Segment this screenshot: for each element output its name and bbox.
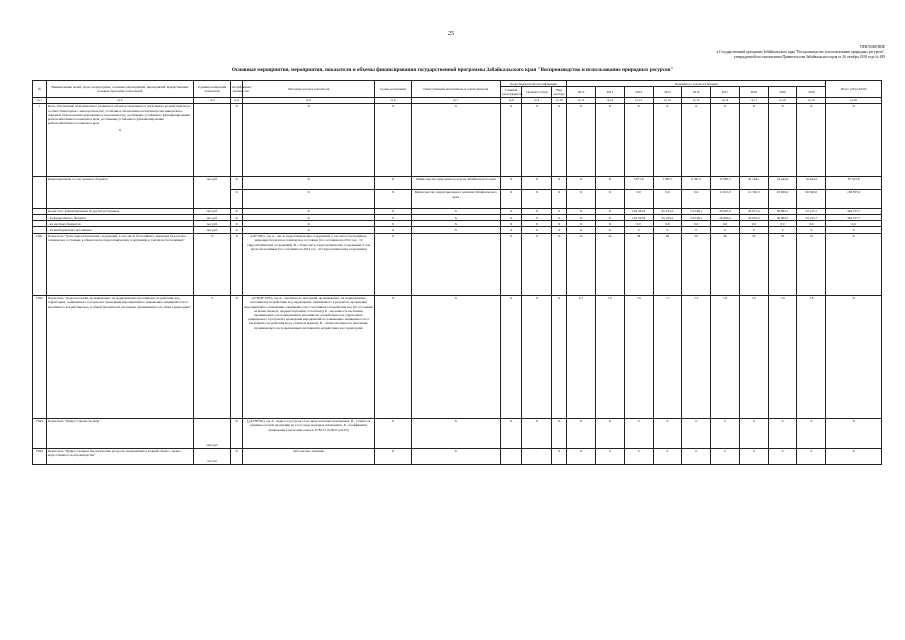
subfunding-code: Х xyxy=(522,221,552,227)
goal-deadline: Х xyxy=(375,103,411,176)
funding-value: 0,0 xyxy=(624,189,653,208)
funding-value: 11 085,5 xyxy=(711,176,740,189)
funding-value: 7 965,7 xyxy=(653,176,682,189)
subfunding-value: 0 xyxy=(624,227,653,233)
indicator-row xyxy=(33,233,882,295)
funding-value: 66 500,0 xyxy=(797,189,826,208)
indicator-value: 7,7 xyxy=(653,295,682,418)
subfunding-value: Х xyxy=(567,227,596,233)
subfunding-value: 0 xyxy=(768,227,797,233)
subfunding-method: Х xyxy=(243,208,375,214)
subfunding-responsible: Х xyxy=(411,208,501,214)
indicator-total: Х xyxy=(826,418,882,448)
subfunding-unit: тыс.руб. xyxy=(194,221,231,227)
indicator-name: Показатель "Прирост водных биологических ресурсов, выпущенных в водный объект с целью искусственного воспроизводства" xyxy=(46,448,193,464)
subfunding-code: Х xyxy=(501,221,522,227)
indicator-method: ∑(Ai*Bi*Ki), где А - прирост ресурсов i-того вида полезных ископаемых, В - стоимость единицы готовой продукции из i-того вида полезных ископаемых, К - коэффициент приведения к категории запасов А+В+С1 (0,0015 для Р3) xyxy=(243,418,375,448)
subfunding-value: 65 233,2 xyxy=(653,208,682,214)
numbering-cell: гр.9 xyxy=(522,97,552,103)
indicator-value: 7,6 xyxy=(768,295,797,418)
subfunding-label: - из федерального бюджета xyxy=(46,215,193,221)
subfunding-method: Х xyxy=(243,227,375,233)
indicator-coef: Х xyxy=(231,295,243,418)
col-deadline-header: Сроки реализации xyxy=(375,81,411,98)
indicator-coef: Х xyxy=(231,418,243,448)
funding-value: 0,0 xyxy=(682,189,711,208)
indicator-code: Х xyxy=(501,233,522,295)
funding-value: 43 000,0 xyxy=(768,189,797,208)
subfunding-code: Х xyxy=(522,227,552,233)
numbering-cell: гр.12 xyxy=(595,97,624,103)
goal-coef: Х xyxy=(231,103,243,176)
indicator-value: Х xyxy=(567,448,596,464)
numbering-cell: гр.20 xyxy=(826,97,882,103)
appendix-line-2: утвержденной постановлением Правительства Забайкальского края от 26 октября 2018 года № 489 xyxy=(733,55,885,59)
subfunding-label: - из внебюджетных источников xyxy=(46,227,193,233)
indicator-unit: % xyxy=(194,233,231,295)
indicator-value: 7,6 xyxy=(739,295,768,418)
indicator-total: Х xyxy=(826,233,882,295)
indicator-row xyxy=(33,295,882,418)
numbering-cell: гр.8 xyxy=(501,97,522,103)
indicator-code: - xyxy=(501,448,522,464)
subfunding-value: 32 155,7 xyxy=(797,208,826,214)
subfunding-value: 0 xyxy=(739,227,768,233)
funding-value: 6 781,5 xyxy=(682,176,711,189)
subfunding-value: 0,0 xyxy=(711,221,740,227)
indicator-value: 45 xyxy=(595,233,624,295)
goal-value: Х xyxy=(624,103,653,176)
subfunding-value: Х xyxy=(567,208,596,214)
subfunding-value: Х xyxy=(567,221,596,227)
indicator-method: Абсолютное значение xyxy=(243,448,375,464)
numbering-cell: гр.7 xyxy=(411,97,501,103)
indicator-value: 48 xyxy=(711,233,740,295)
subfunding-deadline: Х xyxy=(375,221,411,227)
indicator-value: 45 xyxy=(567,233,596,295)
subfunding-value: 0,0 xyxy=(797,221,826,227)
subfunding-coef: Х xyxy=(231,215,243,221)
goal-num: 1. xyxy=(33,103,47,176)
funding-coef: Х xyxy=(231,189,243,208)
col-total-header: Итого (2014-2020) xyxy=(826,81,882,98)
col-responsible-header: Ответственный исполнитель и соисполнители xyxy=(411,81,501,98)
funding-total: 87 532,8 xyxy=(826,176,882,189)
goal-unit xyxy=(194,103,231,176)
indicator-value: 0 xyxy=(797,448,826,464)
goal-method: Х xyxy=(243,103,375,176)
funding-code: Х xyxy=(522,176,552,189)
goal-value: Х xyxy=(653,103,682,176)
subfunding-unit: тыс.руб. xyxy=(194,227,231,233)
indicator-value: Х xyxy=(567,418,596,448)
subfunding-value: 104 333,6 xyxy=(624,208,653,214)
funding-deadline: Х xyxy=(375,189,411,208)
indicator-name: Показатель "Доля гидротехнических сооружений, в том числе бесхозяйных, имеющих безопасное техническое состояние, в общем числе гидротехнических сооружений, в том числе бесхозяйных" xyxy=(46,233,193,295)
goal-row xyxy=(33,103,882,176)
subfunding-value: Х xyxy=(595,215,624,221)
indicator-code: Х xyxy=(552,418,567,448)
numbering-cell: гр.5 xyxy=(243,97,375,103)
subfunding-code: Х xyxy=(552,227,567,233)
funding-row-1 xyxy=(33,176,882,189)
subfunding-value: 26 619,4 xyxy=(739,215,768,221)
funding-code: Х xyxy=(501,176,522,189)
indicator-unit: тыс.шт xyxy=(194,448,231,464)
funding-code: Х xyxy=(522,189,552,208)
goal-value: Х xyxy=(739,103,768,176)
indicator-value: 0 xyxy=(624,418,653,448)
indicator-coef: Х xyxy=(231,233,243,295)
page-number: 25 xyxy=(448,31,454,37)
indicator-value: 55 xyxy=(797,233,826,295)
indicator-deadline: Х xyxy=(375,448,411,464)
col-coef-header: Коэффициент значимости xyxy=(231,81,243,98)
indicator-value: 7,8 xyxy=(624,295,653,418)
goal-name xyxy=(46,103,193,176)
appendix-line-1: к Государственной программе Забайкальского края "Воспроизводство и использование природных ресурсов", xyxy=(716,50,885,54)
goal-text: Цель: обеспечение экономического развития и объектов экономики от негативного воздействия вод в соответствии водного законодательства; устойчивое обеспечение воспроизводства минерально-сырьевой базы полезных ископаемых и подземных вод; достижение устойчивого функционирования рыбохозяйственного комплекса края; достижение устойчивого функционирования рыбохозяйственного комплекса края xyxy=(47,104,191,126)
funding-method: Х xyxy=(243,189,375,208)
subfunding-coef: Х xyxy=(231,221,243,227)
year-header: 2012 xyxy=(567,87,596,97)
subfunding-value: 0,0 xyxy=(768,221,797,227)
subfunding-value: 54 548,1 xyxy=(682,215,711,221)
subfunding-value: 26 605,0 xyxy=(711,215,740,221)
indicator-code: Х xyxy=(501,418,522,448)
funding-value: 3 077,6 xyxy=(624,176,653,189)
goal-value: Х xyxy=(797,103,826,176)
year-header: 2020 xyxy=(797,87,826,97)
indicator-value: 0 xyxy=(711,448,740,464)
subfunding-code: Х xyxy=(501,215,522,221)
funding-value: Х xyxy=(567,176,596,189)
indicator-num: ПЦ4 xyxy=(33,448,47,464)
col-main-dist-header: Главный распорядитель xyxy=(502,87,523,96)
indicator-code: Х xyxy=(522,233,552,295)
col-num-header: № xyxy=(33,81,47,98)
indicator-row xyxy=(33,448,882,464)
funding-label: финансирование за счет краевого бюджета xyxy=(46,176,193,208)
funding-unit: тыс.руб. xyxy=(194,176,231,208)
numbering-cell: гр.17 xyxy=(739,97,768,103)
indicator-unit: млн.руб xyxy=(194,418,231,448)
subfunding-value: 65 233,2 xyxy=(653,215,682,221)
goal-code: Х xyxy=(522,103,552,176)
goal-value: Х xyxy=(682,103,711,176)
subfunding-deadline: Х xyxy=(375,215,411,221)
numbering-cell: гр.19 xyxy=(797,97,826,103)
col-expense-type-header: Вид расхода xyxy=(552,87,567,97)
subfunding-label: - из местных бюджетов xyxy=(46,221,193,227)
subfunding-value: 0,0 xyxy=(653,221,682,227)
indicator-value: 7,6 xyxy=(711,295,740,418)
numbering-cell: гр.16 xyxy=(711,97,740,103)
indicator-num: ПЦ3 xyxy=(33,418,47,448)
year-header: 2014 xyxy=(624,87,653,97)
numbering-cell: гр.18 xyxy=(768,97,797,103)
indicator-responsible: Х xyxy=(411,295,501,418)
indicator-responsible xyxy=(411,233,501,295)
goal-code: Х xyxy=(552,103,567,176)
indicator-deadline: Х xyxy=(375,295,411,418)
subfunding-value: 0,0 xyxy=(739,221,768,227)
indicator-num: ПЦ1 xyxy=(33,233,47,295)
indicator-num: ПЦ2 xyxy=(33,295,47,418)
indicator-value: 0 xyxy=(797,418,826,448)
subfunding-value: 54 548,1 xyxy=(682,208,711,214)
goal-code: Х xyxy=(501,103,522,176)
funding-code: Х xyxy=(552,176,567,189)
subfunding-code: Х xyxy=(522,215,552,221)
subfunding-label: кроме того, финансирование из других источников xyxy=(46,208,193,214)
budget-codes-header: Коды бюджетной классификации xyxy=(501,81,567,87)
program-table xyxy=(32,80,882,465)
year-header: 2018 xyxy=(739,87,768,97)
col-method-header: Методика расчета показателя xyxy=(243,81,375,98)
subfunding-value: 0,0 xyxy=(624,221,653,227)
indicator-deadline: Х xyxy=(375,418,411,448)
indicator-value: 50 xyxy=(682,233,711,295)
funding-coef: Х xyxy=(231,176,243,189)
subfunding-code: Х xyxy=(552,221,567,227)
goal-value: Х xyxy=(768,103,797,176)
indicator-value: 50 xyxy=(768,233,797,295)
numbering-cell: гр.4 xyxy=(231,97,243,103)
year-header: 2016 xyxy=(682,87,711,97)
subfunding-code: Х xyxy=(522,208,552,214)
col-target-article-header: Целевая статья xyxy=(522,87,552,97)
goal-total: Х xyxy=(826,103,882,176)
indicator-value: 7,6 xyxy=(595,295,624,418)
subfunding-value: 36 605,0 xyxy=(711,208,740,214)
funding-value: 12 740,3 xyxy=(739,189,768,208)
subfunding-responsible: Х xyxy=(411,227,501,233)
numbering-cell: гр.3 xyxy=(194,97,231,103)
subfunding-value: 104 333,6 xyxy=(624,215,653,221)
document-title: Основные мероприятия, мероприятия, показатели и объемы финансирования государственной программы Забайкальского края "Воспроизводство и использование природных ресурсов" xyxy=(231,67,674,73)
col-name-header: Наименование целей, задач, подпрограмм, основных мероприятий, мероприятий, ведомственных целевых программ, показателей xyxy=(46,81,193,98)
subfunding-code: Х xyxy=(552,215,567,221)
numbering-cell: гр.10 xyxy=(552,97,567,103)
goal-value: Х xyxy=(567,103,596,176)
indicator-code: Х xyxy=(522,295,552,418)
numbering-cell: гр.15 xyxy=(682,97,711,103)
indicator-value: 7,3 xyxy=(682,295,711,418)
subfunding-total: 364 577,7 xyxy=(826,208,882,214)
subfunding-value: 0 xyxy=(653,227,682,233)
funding-value: 18 444,5 xyxy=(797,176,826,189)
goal-value: Х xyxy=(711,103,740,176)
numbering-cell: гр.6 xyxy=(375,97,411,103)
subfunding-responsible: Х xyxy=(411,215,501,221)
goal-mid-x: Х xyxy=(118,128,122,133)
subfunding-total: 364 577,7 xyxy=(826,215,882,221)
funding-num xyxy=(33,176,47,208)
subfunding-total: 0 xyxy=(826,227,882,233)
appendix-title: ПРИЛОЖЕНИЕ xyxy=(860,45,885,49)
indicator-total: Х xyxy=(826,448,882,464)
subfunding-value: 0 xyxy=(711,227,740,233)
indicator-value: 0 xyxy=(595,448,624,464)
funding-code: Х xyxy=(552,189,567,208)
indicator-value: 48 xyxy=(653,233,682,295)
subfunding-code: Х xyxy=(501,227,522,233)
indicator-unit: % xyxy=(194,295,231,418)
subfunding-value: Х xyxy=(567,215,596,221)
subfunding-deadline: Х xyxy=(375,208,411,214)
funding-responsible: Министерство природных ресурсов Забайкальского края xyxy=(411,176,501,189)
indicator-value: 0 xyxy=(768,448,797,464)
goal-value: Х xyxy=(595,103,624,176)
funding-value: 11 615,9 xyxy=(711,189,740,208)
funding-method: Х xyxy=(243,176,375,189)
year-header: 2019 xyxy=(768,87,797,97)
indicator-name: Показатель "Прирост ценности недр" xyxy=(46,418,193,448)
goal-responsible: Х xyxy=(411,103,501,176)
indicator-value: 9 xyxy=(624,448,653,464)
funding-value: Х xyxy=(595,176,624,189)
indicator-method: (А+Б)/В*100%, где А - численность населения, проживающего на подверженных негативному воздействию вод территориях, защищенного в результате проведения мероприятий по повышению защищенности от негативного воздействия вод (по состоянию на конец периода, предшествующему отчетному); Б - численность населения, проживающего на подверженных негативному воздействию вод территориях, защищенного в результате проведения мероприятий по повышению защищенности от негативного воздействия вод в отчетном периоде; В - общая численность населения, проживающего на подверженных негативному воздействию вод территориях xyxy=(243,295,375,418)
year-header: 2015 xyxy=(653,87,682,97)
funding-value: Х xyxy=(567,189,596,208)
indicator-code: Х xyxy=(552,295,567,418)
funding-total: 138 855,9 xyxy=(826,189,882,208)
indicator-code: - xyxy=(522,448,552,464)
appendix-caption xyxy=(717,45,885,60)
year-header: 2017 xyxy=(711,87,740,97)
numbering-cell: гр.11 xyxy=(567,97,596,103)
indicator-value: 6,7 xyxy=(567,295,596,418)
subfunding-coef: Х xyxy=(231,227,243,233)
indicator-coef: Х xyxy=(231,448,243,464)
numbering-cell: гр.13 xyxy=(624,97,653,103)
indicator-row xyxy=(33,418,882,448)
subfunding-unit: тыс.руб. xyxy=(194,208,231,214)
indicator-value: 0 xyxy=(739,448,768,464)
subfunding-value: 0,0 xyxy=(682,221,711,227)
numbering-cell: гр.1 xyxy=(33,97,47,103)
indicator-value: 0 xyxy=(711,418,740,448)
indicator-code: Х xyxy=(501,295,522,418)
indicator-value: 48 xyxy=(624,233,653,295)
subfunding-responsible: Х xyxy=(411,221,501,227)
funding-value: Х xyxy=(595,189,624,208)
subfunding-total: 0,0 xyxy=(826,221,882,227)
subfunding-value: 36 864,7 xyxy=(768,215,797,221)
indicator-deadline: Х xyxy=(375,233,411,295)
indicator-code: Х xyxy=(552,233,567,295)
year-values-header: Значения по годам реализации xyxy=(567,81,826,87)
subfunding-value: 32 155,7 xyxy=(797,215,826,221)
indicator-total: Х xyxy=(826,295,882,418)
subfunding-value: 0 xyxy=(682,227,711,233)
subfunding-value: 36 864,7 xyxy=(768,208,797,214)
indicator-value: 7,8 xyxy=(797,295,826,418)
funding-responsible: Министерство территориального развития Забайкальского края xyxy=(411,189,501,208)
indicator-code: Х xyxy=(522,418,552,448)
indicator-value: 0 xyxy=(768,418,797,448)
numbering-cell: гр.14 xyxy=(653,97,682,103)
subfunding-value: Х xyxy=(595,227,624,233)
subfunding-method: Х xyxy=(243,221,375,227)
subfunding-deadline: Х xyxy=(375,227,411,233)
subfunding-code: Х xyxy=(501,208,522,214)
indicator-name: Показатель "Доля населения, проживающего на подверженных негативному воздействию вод территориях, защищенного в результате проведения мероприятий по повышению защищенности от негативного воздействия вод, в общей численности населения, проживающего на таких территориях" xyxy=(46,295,193,418)
funding-value: 20 164,1 xyxy=(739,176,768,189)
funding-code: Х xyxy=(501,189,522,208)
indicator-code: Х xyxy=(552,448,567,464)
funding-deadline: Х xyxy=(375,176,411,189)
funding-value: 19 444,9 xyxy=(768,176,797,189)
subfunding-coef: Х xyxy=(231,208,243,214)
subfunding-value: 0 xyxy=(797,227,826,233)
indicator-method: А/В*100%, где А - число гидротехнических сооружений, в том числе бесхозяйных, имеющих безопасное техническое состояние (по состоянию на 2012 год - 19 гидротехнических сооружений), В - общее число гидротехнических сооружений, в том числе бесхозяйных (по состоянию на 2012 год - 42 гидротехнических сооружения) xyxy=(243,233,375,295)
indicator-value: Х xyxy=(595,418,624,448)
indicator-value: 0 xyxy=(653,418,682,448)
indicator-value: 0 xyxy=(682,418,711,448)
numbering-cell: гр.2 xyxy=(46,97,193,103)
subfunding-code: Х xyxy=(552,208,567,214)
indicator-value: 0 xyxy=(739,418,768,448)
col-unit-header: Единица измерения показателя xyxy=(194,81,231,98)
indicator-value: 0 xyxy=(682,448,711,464)
indicator-value: 50 xyxy=(739,233,768,295)
subfunding-value: Х xyxy=(595,221,624,227)
indicator-value: 0 xyxy=(653,448,682,464)
subfunding-unit: тыс.руб. xyxy=(194,215,231,221)
indicator-responsible: Х xyxy=(411,448,501,464)
funding-value: 0,0 xyxy=(653,189,682,208)
subfunding-method: Х xyxy=(243,215,375,221)
year-header: 2013 xyxy=(595,87,624,97)
subfunding-value: Х xyxy=(595,208,624,214)
indicator-responsible: Х xyxy=(411,418,501,448)
subfunding-value: 26 677,4 xyxy=(739,208,768,214)
